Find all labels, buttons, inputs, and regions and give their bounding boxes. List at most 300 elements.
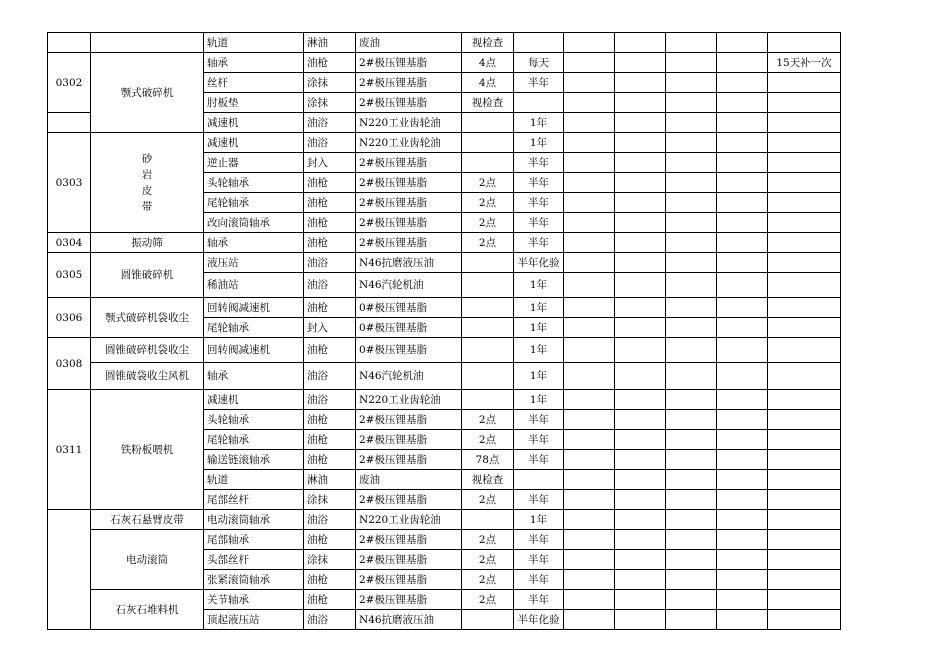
cycle-cell: 半年 (514, 73, 564, 93)
lubricant-cell: N46汽轮机油 (356, 273, 462, 298)
table-row (48, 530, 841, 550)
lubricant-cell: N220工业齿轮油 (356, 133, 462, 153)
empty-cell (717, 530, 768, 550)
lubricant-cell: 废油 (356, 470, 462, 490)
equipment-name: 振动筛 (131, 236, 163, 249)
empty-cell (615, 490, 666, 510)
note-cell (768, 610, 841, 630)
part-cell: 顶起液压站 (204, 610, 304, 630)
equipment-name-cell (91, 53, 204, 133)
equipment-name-cell (91, 590, 204, 630)
part-cell: 轴承 (204, 233, 304, 253)
empty-cell (666, 193, 717, 213)
table-row (48, 233, 841, 253)
empty-cell (666, 570, 717, 590)
table-row (48, 363, 841, 390)
method-cell: 油枪 (304, 193, 356, 213)
cycle-cell: 半年 (514, 550, 564, 570)
equipment-name-cell (91, 363, 204, 390)
note-cell (768, 590, 841, 610)
lubricant-cell: 2#极压锂基脂 (356, 73, 462, 93)
method-cell: 涂抹 (304, 490, 356, 510)
equipment-code-cell (48, 33, 91, 53)
empty-cell (564, 450, 615, 470)
equipment-name: 石灰石堆料机 (115, 603, 179, 616)
part-cell: 轨道 (204, 33, 304, 53)
empty-cell (666, 363, 717, 390)
empty-cell (564, 213, 615, 233)
empty-cell (717, 490, 768, 510)
empty-cell (717, 133, 768, 153)
part-cell: 张紧滚筒轴承 (204, 570, 304, 590)
lubrication-table (47, 32, 841, 630)
empty-cell (615, 273, 666, 298)
equipment-code-cell (48, 113, 91, 133)
lubricant-cell: 2#极压锂基脂 (356, 530, 462, 550)
part-cell: 改向滚筒轴承 (204, 213, 304, 233)
equipment-name: 圆锥破碎机 (120, 269, 174, 281)
empty-cell (717, 193, 768, 213)
empty-cell (564, 113, 615, 133)
part-cell: 输送链滚轴承 (204, 450, 304, 470)
equipment-name-cell (91, 530, 204, 590)
table-row (48, 338, 841, 363)
equipment-name-cell (91, 510, 204, 530)
empty-cell (666, 273, 717, 298)
empty-cell (717, 410, 768, 430)
equipment-name: 铁粉板喂机 (120, 443, 174, 456)
amount-cell: 2点 (462, 590, 514, 610)
method-cell: 油枪 (304, 213, 356, 233)
cycle-cell: 半年 (514, 153, 564, 173)
empty-cell (666, 490, 717, 510)
empty-cell (717, 153, 768, 173)
empty-cell (564, 430, 615, 450)
lubricant-cell: 2#极压锂基脂 (356, 570, 462, 590)
note-cell (768, 133, 841, 153)
note-cell (768, 173, 841, 193)
empty-cell (615, 173, 666, 193)
empty-cell (666, 298, 717, 318)
note-cell (768, 470, 841, 490)
empty-cell (666, 53, 717, 73)
empty-cell (717, 590, 768, 610)
cycle-cell: 半年化验 (514, 253, 564, 273)
part-cell: 头轮轴承 (204, 410, 304, 430)
method-cell: 油枪 (304, 53, 356, 73)
empty-cell (615, 363, 666, 390)
amount-cell (462, 273, 514, 298)
empty-cell (666, 610, 717, 630)
empty-cell (666, 113, 717, 133)
part-cell: 尾轮轴承 (204, 318, 304, 338)
empty-cell (717, 430, 768, 450)
part-cell: 头部丝杆 (204, 550, 304, 570)
empty-cell (615, 510, 666, 530)
empty-cell (666, 390, 717, 410)
lubricant-cell: N220工业齿轮油 (356, 113, 462, 133)
part-cell: 关节轴承 (204, 590, 304, 610)
empty-cell (666, 233, 717, 253)
part-cell: 尾轮轴承 (204, 430, 304, 450)
method-cell: 油浴 (304, 273, 356, 298)
equipment-code-cell (48, 510, 91, 630)
amount-cell: 2点 (462, 550, 514, 570)
amount-cell: 2点 (462, 233, 514, 253)
cycle-cell: 1年 (514, 298, 564, 318)
amount-cell (462, 253, 514, 273)
empty-cell (717, 318, 768, 338)
amount-cell (462, 510, 514, 530)
amount-cell: 视检查 (462, 33, 514, 53)
empty-cell (615, 390, 666, 410)
method-cell: 涂抹 (304, 550, 356, 570)
empty-cell (666, 153, 717, 173)
part-cell: 逆止器 (204, 153, 304, 173)
method-cell: 油浴 (304, 510, 356, 530)
method-cell: 油枪 (304, 530, 356, 550)
lubricant-cell: N220工业齿轮油 (356, 510, 462, 530)
empty-cell (717, 253, 768, 273)
note-cell (768, 253, 841, 273)
empty-cell (615, 253, 666, 273)
note-cell (768, 73, 841, 93)
empty-cell (717, 550, 768, 570)
equipment-code-cell: 0303 (48, 133, 91, 233)
empty-cell (564, 590, 615, 610)
part-cell: 丝杆 (204, 73, 304, 93)
note-cell (768, 410, 841, 430)
empty-cell (717, 610, 768, 630)
amount-cell (462, 610, 514, 630)
empty-cell (717, 93, 768, 113)
empty-cell (666, 450, 717, 470)
part-cell: 减速机 (204, 113, 304, 133)
empty-cell (615, 570, 666, 590)
method-cell: 油枪 (304, 590, 356, 610)
lubricant-cell: 2#极压锂基脂 (356, 233, 462, 253)
empty-cell (564, 133, 615, 153)
empty-cell (615, 93, 666, 113)
lubricant-cell: 2#极压锂基脂 (356, 153, 462, 173)
part-cell: 尾轮轴承 (204, 193, 304, 213)
empty-cell (717, 510, 768, 530)
empty-cell (564, 193, 615, 213)
amount-cell (462, 338, 514, 363)
empty-cell (564, 273, 615, 298)
amount-cell (462, 363, 514, 390)
empty-cell (615, 193, 666, 213)
cycle-cell: 半年 (514, 490, 564, 510)
part-cell: 液压站 (204, 253, 304, 273)
method-cell: 油浴 (304, 133, 356, 153)
equipment-name: 砂 岩 皮 带 (141, 152, 153, 213)
note-cell (768, 113, 841, 133)
equipment-name-cell (91, 253, 204, 298)
cycle-cell: 半年 (514, 410, 564, 430)
empty-cell (666, 33, 717, 53)
empty-cell (717, 213, 768, 233)
cycle-cell: 半年 (514, 233, 564, 253)
empty-cell (615, 470, 666, 490)
empty-cell (615, 318, 666, 338)
part-cell: 肘板垫 (204, 93, 304, 113)
equipment-code-cell: 0302 (48, 53, 91, 113)
equipment-name-cell (91, 133, 204, 233)
part-cell: 轨道 (204, 470, 304, 490)
amount-cell (462, 390, 514, 410)
empty-cell (666, 253, 717, 273)
empty-cell (615, 113, 666, 133)
note-cell (768, 530, 841, 550)
equipment-name-cell (91, 338, 204, 363)
method-cell: 油枪 (304, 410, 356, 430)
empty-cell (564, 390, 615, 410)
equipment-name: 电动滚筒 (126, 553, 168, 566)
method-cell: 封入 (304, 153, 356, 173)
empty-cell (564, 490, 615, 510)
lubricant-cell: 2#极压锂基脂 (356, 430, 462, 450)
equipment-name-cell (91, 298, 204, 338)
empty-cell (564, 73, 615, 93)
lubricant-cell: 2#极压锂基脂 (356, 410, 462, 430)
table-row (48, 33, 841, 53)
method-cell: 油枪 (304, 173, 356, 193)
note-cell (768, 550, 841, 570)
lubricant-cell: 0#极压锂基脂 (356, 318, 462, 338)
equipment-name: 圆锥破碎机袋收尘 (105, 344, 189, 356)
empty-cell (564, 363, 615, 390)
empty-cell (564, 253, 615, 273)
part-cell: 减速机 (204, 390, 304, 410)
cycle-cell (514, 470, 564, 490)
table-row (48, 298, 841, 318)
equipment-code-cell: 0305 (48, 253, 91, 298)
empty-cell (564, 153, 615, 173)
empty-cell (615, 153, 666, 173)
cycle-cell: 每天 (514, 53, 564, 73)
empty-cell (564, 33, 615, 53)
lubricant-cell: 2#极压锂基脂 (356, 93, 462, 113)
empty-cell (717, 390, 768, 410)
part-cell: 尾部丝杆 (204, 490, 304, 510)
cycle-cell: 半年化验 (514, 610, 564, 630)
method-cell: 涂抹 (304, 73, 356, 93)
note-cell (768, 430, 841, 450)
table-row (48, 390, 841, 410)
empty-cell (717, 113, 768, 133)
method-cell: 油浴 (304, 610, 356, 630)
note-cell (768, 213, 841, 233)
part-cell: 回转阀减速机 (204, 338, 304, 363)
table-row (48, 253, 841, 273)
empty-cell (717, 338, 768, 363)
amount-cell (462, 318, 514, 338)
empty-cell (666, 410, 717, 430)
equipment-name: 颚式破碎机袋收尘 (105, 311, 189, 324)
method-cell: 涂抹 (304, 93, 356, 113)
empty-cell (615, 338, 666, 363)
method-cell: 油枪 (304, 570, 356, 590)
empty-cell (564, 173, 615, 193)
amount-cell (462, 113, 514, 133)
cycle-cell: 半年 (514, 450, 564, 470)
part-cell: 头轮轴承 (204, 173, 304, 193)
note-cell (768, 318, 841, 338)
empty-cell (666, 133, 717, 153)
empty-cell (564, 53, 615, 73)
equipment-code-cell: 0306 (48, 298, 91, 338)
method-cell: 油枪 (304, 338, 356, 363)
empty-cell (564, 470, 615, 490)
empty-cell (717, 450, 768, 470)
lubricant-cell: N46抗磨液压油 (356, 253, 462, 273)
note-cell (768, 193, 841, 213)
empty-cell (666, 93, 717, 113)
empty-cell (615, 133, 666, 153)
note-cell (768, 570, 841, 590)
lubricant-cell: 0#极压锂基脂 (356, 298, 462, 318)
cycle-cell: 1年 (514, 133, 564, 153)
empty-cell (615, 33, 666, 53)
empty-cell (564, 530, 615, 550)
cycle-cell: 半年 (514, 570, 564, 590)
method-cell: 油浴 (304, 363, 356, 390)
empty-cell (564, 233, 615, 253)
empty-cell (564, 570, 615, 590)
method-cell: 油浴 (304, 253, 356, 273)
amount-cell (462, 153, 514, 173)
lubricant-cell: 2#极压锂基脂 (356, 490, 462, 510)
empty-cell (666, 73, 717, 93)
equipment-code-cell: 0308 (48, 338, 91, 390)
equipment-code-cell: 0311 (48, 390, 91, 510)
table-row (48, 53, 841, 73)
note-cell (768, 390, 841, 410)
lubricant-cell: 废油 (356, 33, 462, 53)
empty-cell (717, 470, 768, 490)
amount-cell: 2点 (462, 213, 514, 233)
amount-cell: 4点 (462, 53, 514, 73)
empty-cell (666, 213, 717, 233)
note-cell (768, 490, 841, 510)
method-cell: 封入 (304, 318, 356, 338)
empty-cell (666, 530, 717, 550)
empty-cell (564, 318, 615, 338)
empty-cell (564, 338, 615, 363)
empty-cell (615, 410, 666, 430)
table-row (48, 510, 841, 530)
note-cell (768, 510, 841, 530)
table-row (48, 133, 841, 153)
empty-cell (615, 233, 666, 253)
empty-cell (717, 233, 768, 253)
amount-cell: 2点 (462, 530, 514, 550)
amount-cell: 视检查 (462, 470, 514, 490)
empty-cell (717, 73, 768, 93)
amount-cell: 2点 (462, 410, 514, 430)
note-cell (768, 450, 841, 470)
empty-cell (615, 298, 666, 318)
amount-cell: 2点 (462, 193, 514, 213)
cycle-cell: 半年 (514, 213, 564, 233)
note-cell: 15天补一次 (768, 53, 841, 73)
method-cell: 油浴 (304, 113, 356, 133)
amount-cell: 视检查 (462, 93, 514, 113)
lubricant-cell: N46抗磨液压油 (356, 610, 462, 630)
method-cell: 油浴 (304, 390, 356, 410)
note-cell (768, 363, 841, 390)
method-cell: 油枪 (304, 450, 356, 470)
amount-cell: 2点 (462, 490, 514, 510)
part-cell: 减速机 (204, 133, 304, 153)
equipment-code-cell: 0304 (48, 233, 91, 253)
empty-cell (666, 590, 717, 610)
empty-cell (666, 430, 717, 450)
amount-cell (462, 298, 514, 318)
lubricant-cell: 2#极压锂基脂 (356, 550, 462, 570)
equipment-name-cell (91, 233, 204, 253)
equipment-name-cell (91, 390, 204, 510)
empty-cell (615, 590, 666, 610)
lubricant-cell: N220工业齿轮油 (356, 390, 462, 410)
amount-cell (462, 133, 514, 153)
equipment-name: 圆锥破袋收尘风机 (105, 370, 189, 382)
empty-cell (615, 450, 666, 470)
equipment-name: 石灰石悬臂皮带 (110, 513, 184, 526)
note-cell (768, 93, 841, 113)
note-cell (768, 233, 841, 253)
cycle-cell: 半年 (514, 590, 564, 610)
note-cell (768, 338, 841, 363)
empty-cell (564, 410, 615, 430)
cycle-cell: 半年 (514, 430, 564, 450)
empty-cell (717, 173, 768, 193)
empty-cell (564, 510, 615, 530)
cycle-cell (514, 93, 564, 113)
lubricant-cell: N46汽轮机油 (356, 363, 462, 390)
empty-cell (717, 570, 768, 590)
cycle-cell: 半年 (514, 173, 564, 193)
empty-cell (666, 470, 717, 490)
amount-cell: 2点 (462, 430, 514, 450)
note-cell (768, 273, 841, 298)
amount-cell: 2点 (462, 173, 514, 193)
equipment-name-cell (91, 33, 204, 53)
part-cell: 尾部轴承 (204, 530, 304, 550)
method-cell: 油枪 (304, 298, 356, 318)
part-cell: 稀油站 (204, 273, 304, 298)
lubricant-cell: 2#极压锂基脂 (356, 193, 462, 213)
empty-cell (564, 93, 615, 113)
lubricant-cell: 0#极压锂基脂 (356, 338, 462, 363)
cycle-cell: 1年 (514, 318, 564, 338)
empty-cell (717, 363, 768, 390)
empty-cell (615, 53, 666, 73)
amount-cell: 78点 (462, 450, 514, 470)
part-cell: 电动滚筒轴承 (204, 510, 304, 530)
empty-cell (615, 610, 666, 630)
empty-cell (717, 298, 768, 318)
lubricant-cell: 2#极压锂基脂 (356, 213, 462, 233)
note-cell (768, 153, 841, 173)
empty-cell (666, 318, 717, 338)
cycle-cell: 1年 (514, 510, 564, 530)
empty-cell (564, 298, 615, 318)
cycle-cell: 1年 (514, 273, 564, 298)
cycle-cell: 1年 (514, 363, 564, 390)
method-cell: 淋油 (304, 470, 356, 490)
